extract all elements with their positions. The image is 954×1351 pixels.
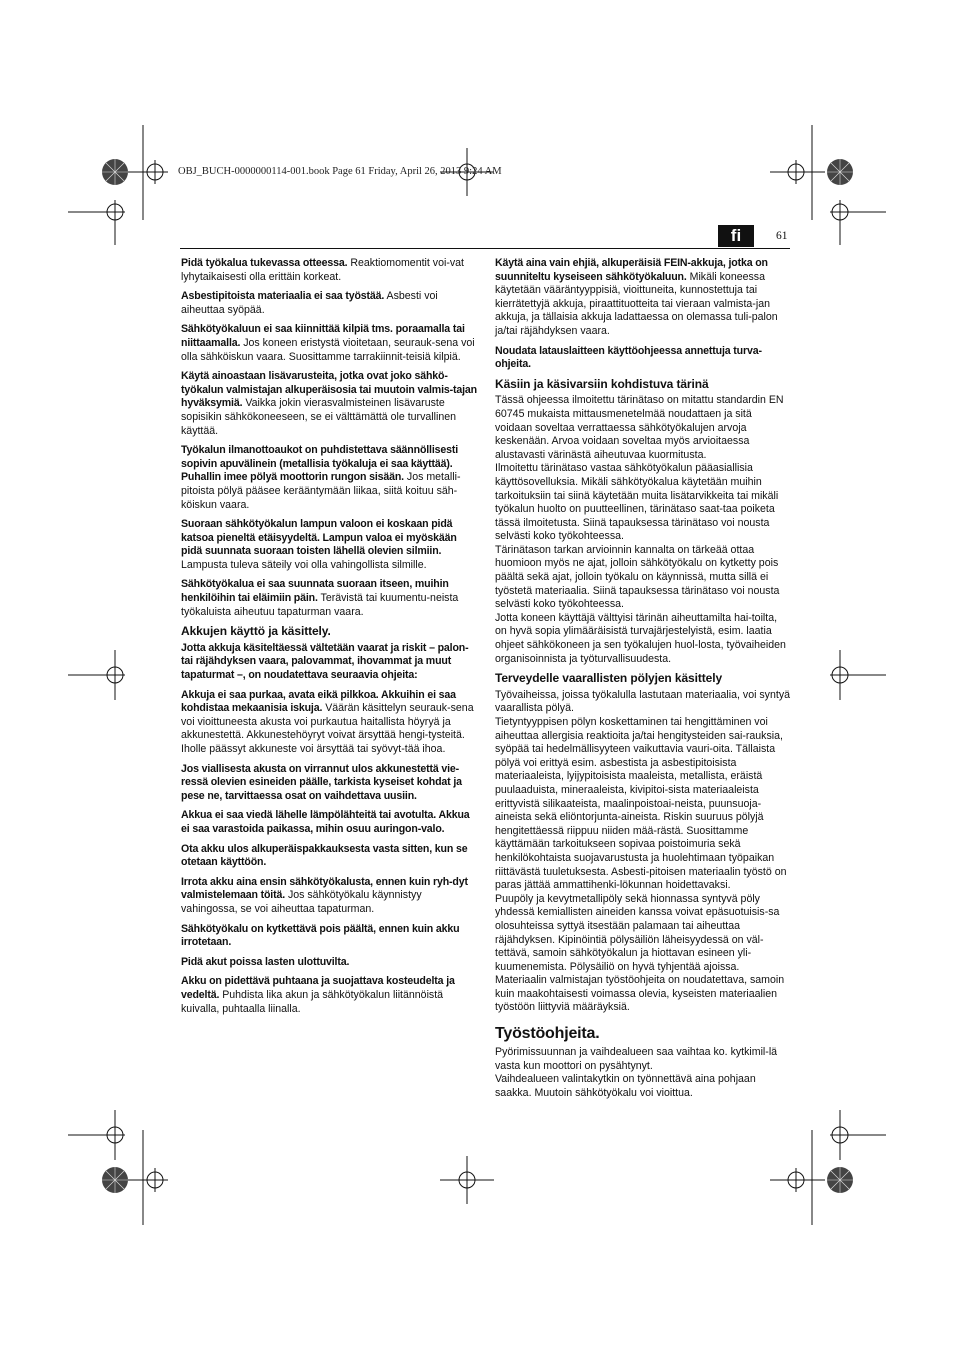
dust-text: Materiaalin valmistajan työstöohjeita on noudatettava, samoin kuin maakohtaisesti voimassa olevia, kyseisten materiaalien työstöön liittyviä määräyksiä. — [495, 974, 785, 1014]
dust-text: Puupöly ja kevytmetallipöly sekä hionnassa syntyvä pöly yhdessä kemiallisten aineiden kanssa voivat epäsuotuisis-sa olosuhteissa syttyä itsestään palamaan tai aiheuttaa räjähdyksen. Kipinöintiä pölysäiliön läheisyydessä on väl-tettävä, samoin sähkötyökalun ja hiottavan esineen yli-kuumenemista. Pölysäiliö on hyvä tyhjentää ajoissa. — [495, 892, 780, 973]
safety-paragraph: Akkua ei saa viedä lähelle lämpölähteitä tai avotulta. Akkua ei saa varastoida paikassa, mihin osuu auringon-valo. — [181, 809, 470, 835]
section-heading-vibration: Käsiin ja käsivarsiin kohdistuva tärinä — [495, 376, 709, 391]
safety-paragraph: Sähkötyökaluun ei saa kiinnittää kilpiä tms. poraamalla tai niittaamalla. Jos koneen eristystä vioitetaan, seurauk-sena voi olla sähköiskun vaara. Suosittamme tarrakiinnit-teisiä kilpiä. — [181, 323, 475, 363]
work-text: Vaihdealueen valintakytkin on työnnettävä aina pohjaan saakka. Muutoin sähkötyökalu voi vioittua. — [495, 1073, 756, 1099]
safety-paragraph: Akkuja ei saa purkaa, avata eikä pilkkoa. Akkuihin ei saa kohdistaa mekaanisia iskuja. Väärän käsittelyn seurauk-sena voi vioittuneesta akusta voi purkautua haitallista höyryä ja akkunestettä. Akkunestehöyryt voivat ärsyttää hengi-tysteitä. Iholle päässyt akkuneste voi ärsyttää tai syövyt-tää ihoa. — [181, 688, 474, 755]
section-heading-dust: Terveydelle vaarallisten pölyjen käsittely — [495, 671, 723, 686]
header-rule — [180, 248, 790, 249]
page-number: 61 — [776, 230, 788, 242]
safety-paragraph: Asbestipitoista materiaalia ei saa työstää. Asbesti voi aiheuttaa syöpää. — [181, 290, 438, 316]
safety-paragraph: Käytä aina vain ehjiä, alkuperäisiä FEIN-akkuja, jotka on suunniteltu kyseiseen sähkötyökaluun. Mikäli koneessa käytetään vääräntyyppisiä, vioittuneita, kunnostettuja tai kierrätettyjä akkuja, piraattituotteita tai vieraan valmista-jan akkuja, ja tällaisia akkuja ladattaessa on olemassa tuli-palon ja/tai räjähdyksen vaara. — [495, 257, 778, 337]
section-heading-battery: Akkujen käyttö ja käsittely. — [181, 624, 331, 639]
safety-paragraph: Jos viallisesta akusta on virrannut ulos akkunestettä vie-ressä olevien esineiden päälle, tarkista kyseiset kohdat ja pese ne, tarvittaessa osat on vaihdettava uusiin. — [181, 762, 462, 802]
vibration-text: Ilmoitettu tärinätaso vastaa sähkötyökalun pääasiallisia käyttösovelluksia. Mikäli sähkötyökalua käytetään muihin tarkoituksiin tai siinä käytetään muita lisätarvikkeita tai mikäli työkalun huolto on puutteellinen, tärinätaso saat-taa poiketa tässä ilmoitetusta. Siinä tapauksessa tärinätaso voi nousta selvästi koko työkohteessa. — [495, 462, 779, 543]
dust-text: Työvaiheissa, joissa työkalulla lastutaan materiaalia, voi syntyä vaarallista pölyä. — [495, 688, 791, 715]
print-slug: OBJ_BUCH-0000000114-001.book Page 61 Friday, April 26, 2013 9:24 AM — [178, 166, 502, 177]
language-badge: fi — [718, 225, 754, 247]
safety-paragraph: Käytä ainoastaan lisävarusteita, jotka ovat joko sähkö-työkalun valmistajan alkuperäisosia tai muutoin valmis-tajan hyväksymiä. Vaikka jokin vierasvalmisteinen lisävaruste sopisikin sähkökoneeseen, se ei välttämättä ole turvallinen käyttää. — [181, 370, 477, 437]
vibration-text: Jotta koneen käyttäjä välttyisi tärinän aiheuttamilta hai-toilta, on hyvä sopia ylimääräisistä turvajärjestelyistä, esim. laatia ohjeet sähkökoneen ja sen työkalujen huol-losta, työvaiheiden organisoinnista ja työturvallisuudesta. — [495, 611, 786, 665]
section-heading-work-instructions: Työstöohjeita. — [495, 1025, 600, 1043]
safety-paragraph: Ota akku ulos alkuperäispakkauksesta vasta sitten, kun se otetaan käyttöön. — [181, 842, 468, 869]
safety-paragraph: Suoraan sähkötyökalun lampun valoon ei koskaan pidä katsoa pieneltä etäisyydeltä. Lampun valoa ei myöskään pidä suunnata suoraan toisten lähellä olevien silmiin. Lampusta tuleva säteily voi olla vahingollista silmille. — [181, 518, 457, 571]
safety-paragraph: Irrota akku aina ensin sähkötyökalusta, ennen kuin ryh-dyt valmistelemaan töitä. Jos sähkötyökalu käynnistyy vahingossa, se voi aiheuttaa tapaturman. — [181, 875, 468, 915]
right-column — [495, 257, 791, 1100]
vibration-text: Tärinätason tarkan arvioinnin kannalta on tärkeää ottaa huomioon myös ne ajat, jolloin sähkötyökalu on kytketty pois päältä sekä ajat, jolloin työkalu on käynnissä, mutta sillä ei työstetä materiaalia. Siinä tapauksessa tärinätaso voi nousta selvästi koko työkohteessa. — [495, 543, 780, 611]
safety-paragraph: Sähkötyökalua ei saa suunnata suoraan itseen, muihin henkilöihin tai eläimiin päin. Terävistä tai kuumentu-neista työkaluista aiheutuu tapaturman vaara. — [181, 578, 459, 618]
safety-paragraph: Jotta akkuja käsiteltäessä vältetään vaarat ja riskit – palon- tai räjähdyksen vaara, palovammat, ihovammat ja muut tapaturmat –, on noudatettava seuraavia ohjeita: — [181, 641, 469, 682]
safety-paragraph: Pidä työkalua tukevassa otteessa. Reaktiomomentit voi-vat lyhytaikaisesti olla erittäin korkeat. — [181, 257, 464, 283]
safety-paragraph: Akku on pidettävä puhtaana ja suojattava kosteudelta ja vedeltä. Puhdista lika akun ja sähkötyökalun liitännöistä kuivalla, puhtaalla liinalla. — [181, 975, 455, 1015]
vibration-text: Tässä ohjeessa ilmoitettu tärinätaso on mitattu standardin EN 60745 mukaista mittausmenetelmää noudattaen ja sitä voidaan soveltaa verrattaessa sähkötyökalujen arvoja keskenään. Arvoa voidaan soveltaa myös arvioitaessa alustavasti värinästä aiheutuvaa kuormitusta. — [495, 394, 784, 461]
left-column — [181, 257, 477, 1022]
safety-paragraph: Työkalun ilmanottoaukot on puhdistettava säännöllisesti sopivin apuvälinein (metallisia työkaluja ei saa käyttää). Puhallin imee pölyä moottorin rungon sisään. Jos metalli-pitoista pölyä pääsee kerääntymään liikaa, siitä koituu säh-köiskun vaara. — [181, 444, 461, 511]
work-text: Pyörimissuunnan ja vaihdealueen saa vaihtaa ko. kytkimil-lä vasta kun moottori on pysähtynyt. — [495, 1046, 778, 1072]
dust-text: Tietyntyyppisen pölyn koskettaminen tai hengittäminen voi aiheuttaa allergisia reaktioita ja/tai hengitysteiden sai-rauksia, syöpää tai hedelmällisyyteen vaikuttavia vauri-oita. Tällaista pölyä voi erittyä esim. asbestista ja asbestipitoisista materiaaleista, lyijypitoisista maaleista, metallista, eräistä puulaaduista, mineraaleista, kivipitoi-sista materiaaleista erittyvistä silikaateista, maalinpoistoai-neista, puunsuoja-aineista sekä eliöntorjunta-aineista. Riskin suuruus pölyjä hengitettäessä riippuu niiden mää-rästä. Suosittamme käyttämään tarkoitukseen sopivaa poistoimuria sekä henkilökohtaista suojavarustusta ja huolehtimaan työpaikan riittävästä tuuletuksesta. Asbesti-pitoisen materiaalin työstö on paras jättää ammattihenki-lökunnan hoidettavaksi. — [495, 716, 787, 892]
safety-paragraph: Sähkötyökalu on kytkettävä pois päältä, ennen kuin akku irrotetaan. — [181, 922, 460, 949]
safety-paragraph: Pidä akut poissa lasten ulottuvilta. — [181, 955, 350, 968]
safety-paragraph: Noudata latauslaitteen käyttöohjeessa annettuja turva-ohjeita. — [495, 344, 762, 371]
